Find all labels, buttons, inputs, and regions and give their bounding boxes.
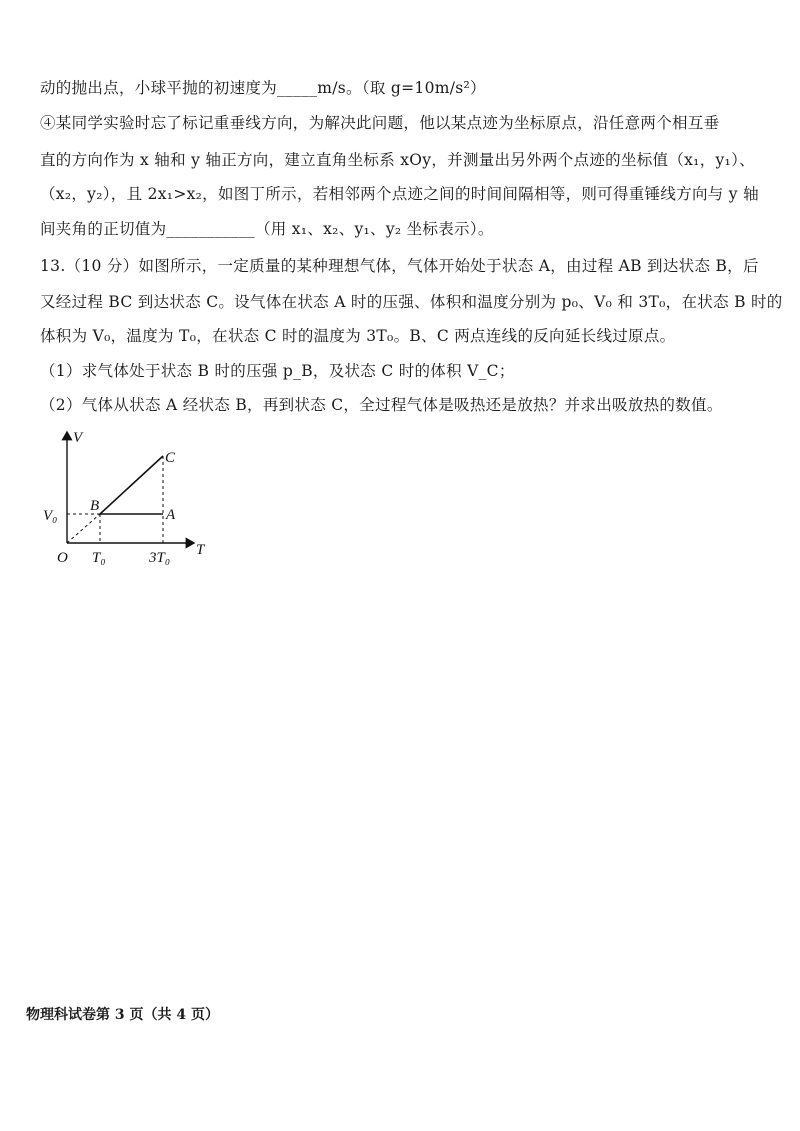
- text-line: 直的方向作为 x 轴和 y 轴正方向，建立直角坐标系 xOy，并测量出另外两个点迹的坐标值（x₁，y₁）、: [40, 151, 755, 169]
- v-axis-label: V: [73, 430, 83, 446]
- question-13-line: 体积为 V₀，温度为 T₀，在状态 C 时的温度为 3T₀。B、C 两点连线的反向延长线过原点。: [40, 327, 676, 345]
- text-line: ④某同学实验时忘了标记重垂线方向，为解决此问题，他以某点迹为坐标原点，沿任意两个相互垂: [40, 114, 720, 132]
- v0-label: V₀: [43, 508, 58, 524]
- point-c-label: C: [165, 450, 176, 466]
- t0-label: T₀: [92, 550, 106, 566]
- 3t0-label: 3T₀: [149, 550, 171, 566]
- text-line: （x₂，y₂），且 2x₁>x₂，如图丁所示，若相邻两个点迹之间的时间间隔相等，则可得重锤线方向与 y 轴: [40, 185, 759, 203]
- text-line: 间夹角的正切值为___________（用 x₁、x₂、y₁、y₂ 坐标表示）。: [40, 220, 494, 238]
- sub-question-2: （2）气体从状态 A 经状态 B，再到状态 C，全过程气体是吸热还是放热？并求出吸放热的数值。: [40, 396, 723, 414]
- t-axis-label: T: [196, 542, 205, 558]
- text-line: 动的抛出点，小球平抛的初速度为_____m/s。（取 g=10m/s²）: [40, 79, 486, 97]
- page-footer: 物理科试卷第 3 页（共 4 页）: [26, 1007, 219, 1023]
- origin-label: O: [57, 550, 68, 566]
- dashed-extension: [67, 514, 100, 543]
- sub-question-1: （1）求气体处于状态 B 时的压强 p_B，及状态 C 时的体积 V_C；: [40, 362, 515, 380]
- point-a-label: A: [166, 507, 176, 523]
- question-13-line: 13.（10 分）如图所示，一定质量的某种理想气体，气体开始处于状态 A，由过程 AB 到达状态 B，后: [40, 257, 759, 275]
- v-t-diagram: [30, 420, 230, 580]
- point-b-label: B: [90, 498, 100, 514]
- question-13-line: 又经过程 BC 到达状态 C。设气体在状态 A 时的压强、体积和温度分别为 p₀、V₀ 和 3T₀，在状态 B 时的: [40, 293, 783, 311]
- line-bc: [100, 456, 163, 514]
